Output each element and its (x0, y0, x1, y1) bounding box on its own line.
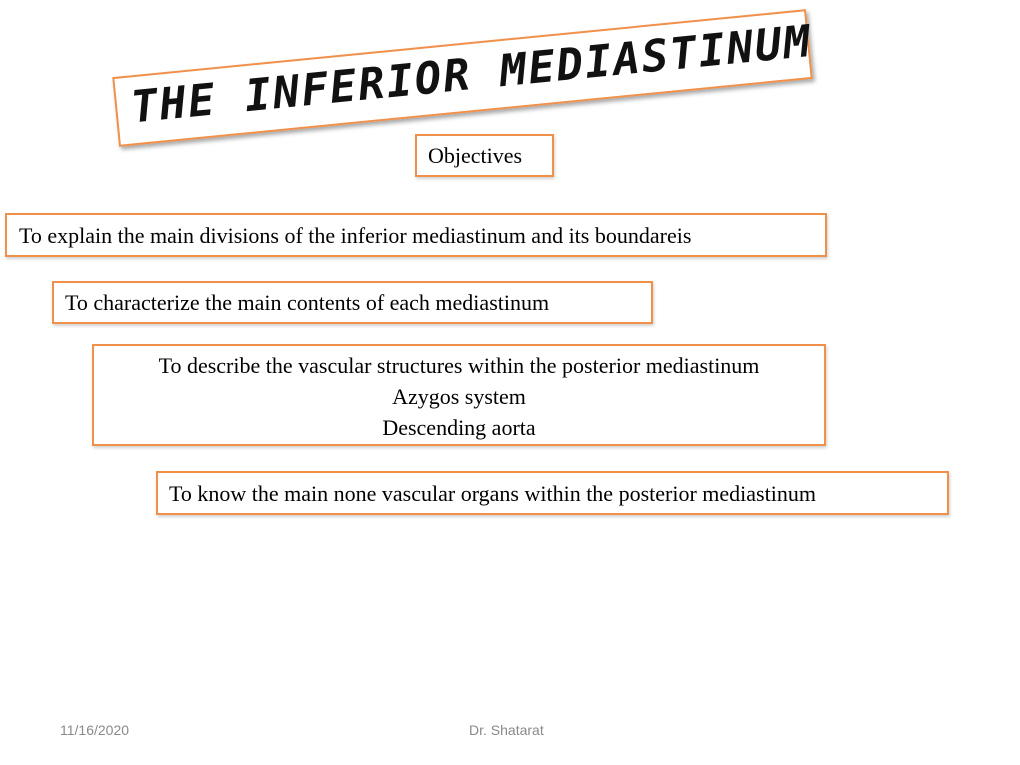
objective-box-1 (5, 213, 827, 257)
objectives-heading: Objectives (428, 143, 523, 168)
objectives-heading-box (415, 134, 554, 177)
objective-box-2 (52, 281, 653, 324)
objective-text: To explain the main divisions of the inferior mediastinum and its boundareis (19, 223, 692, 248)
footer-author: Dr. Shatarat (469, 722, 544, 738)
objective-subitem-aorta: Descending aorta (382, 415, 536, 440)
objective-text: To describe the vascular structures within the posterior mediastinum (158, 353, 760, 378)
slide-title: THE INFERIOR MEDIASTINUM (128, 15, 815, 134)
objective-text: To know the main none vascular organs within the posterior mediastinum (169, 481, 816, 506)
footer-date: 11/16/2020 (60, 722, 130, 738)
title-box (112, 9, 813, 147)
objective-text: To characterize the main contents of each mediastinum (65, 290, 550, 315)
objective-subitem-azygos: Azygos system (392, 384, 526, 409)
objective-box-4 (156, 471, 949, 515)
objective-box-3 (92, 344, 826, 446)
